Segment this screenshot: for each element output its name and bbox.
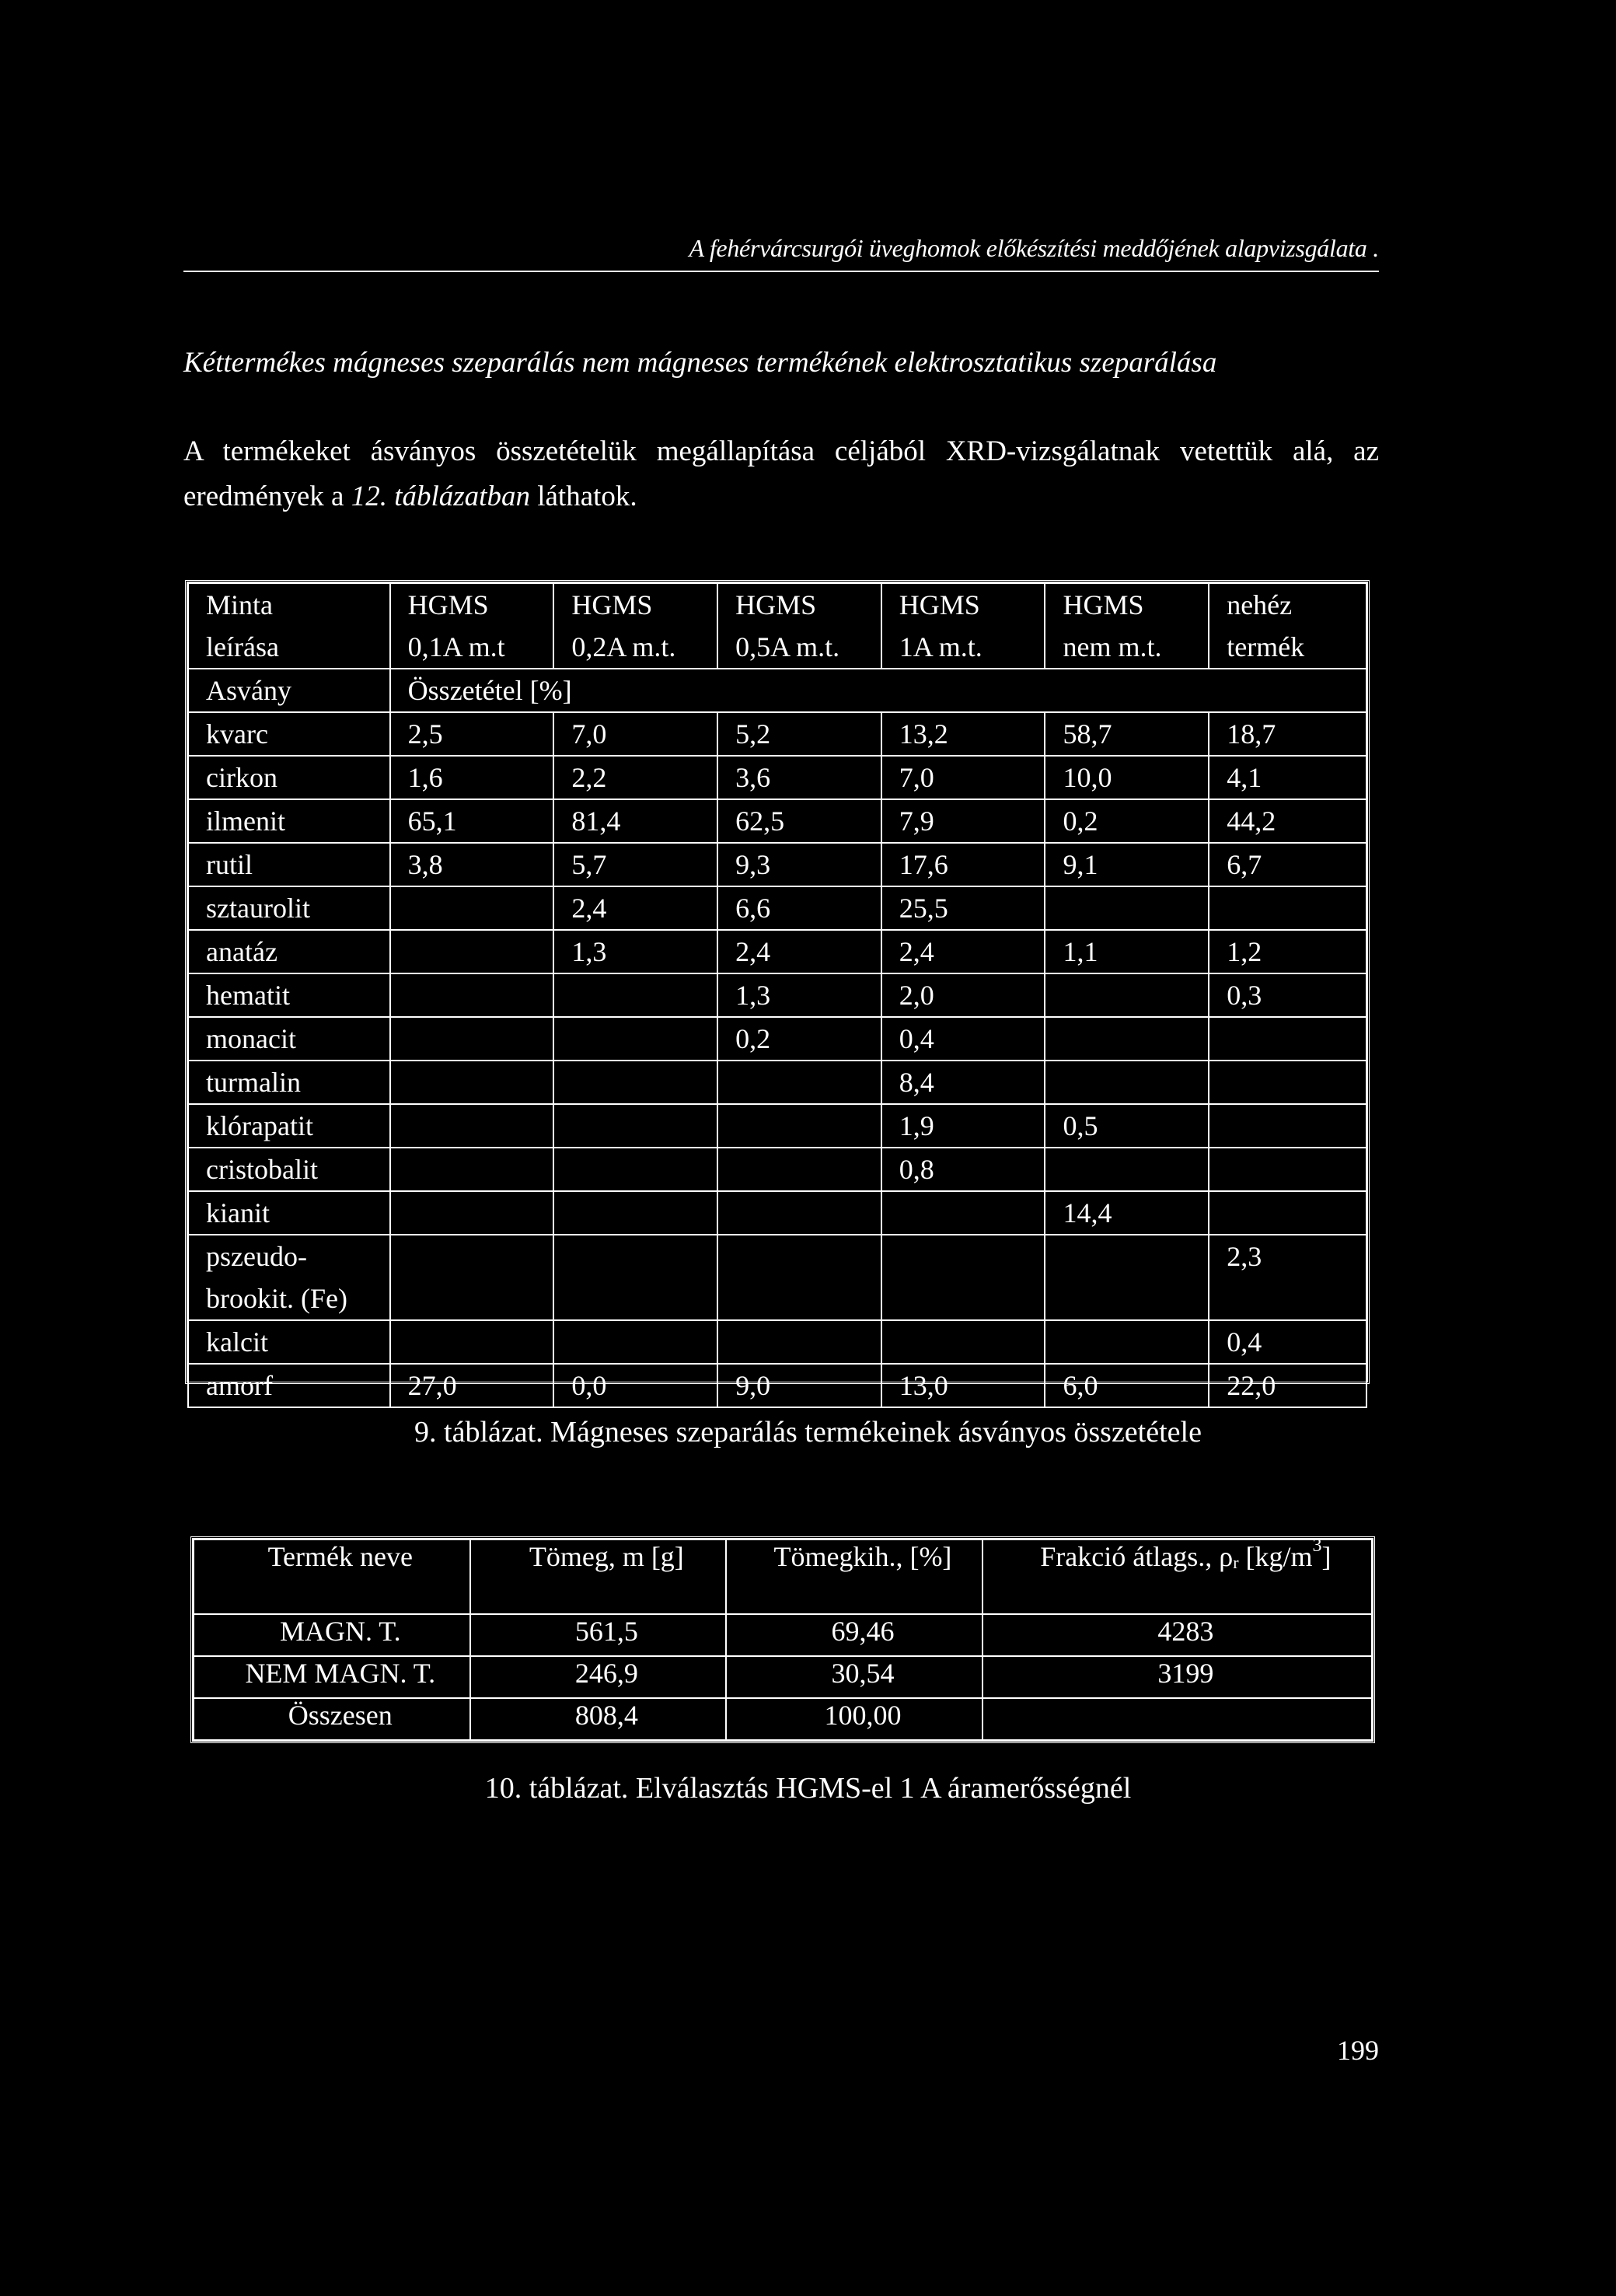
value-cell: 9,0 (717, 1364, 881, 1407)
table9-caption (0, 1415, 1616, 1449)
table9-subheader-row (188, 669, 1366, 712)
mineral-name-cell: monacit (188, 1017, 390, 1061)
table-row (194, 1656, 1372, 1698)
table10-header-cell: Tömeg, m [g] (470, 1539, 727, 1614)
page-number: 199 (1337, 2035, 1379, 2066)
value-cell (881, 1320, 1045, 1364)
value-cell: 62,5 (717, 799, 881, 843)
density-unit-close: ] (1321, 1541, 1332, 1572)
value-cell (1209, 886, 1366, 930)
value-cell (1045, 973, 1209, 1017)
value-cell (553, 1191, 717, 1235)
mineral-name-cell: cirkon (188, 756, 390, 799)
mineral-name-cell: cristobalit (188, 1148, 390, 1191)
mineral-name-cell: pszeudo- brookit. (Fe) (188, 1235, 390, 1320)
table10-header-cell: Termék neve (194, 1539, 470, 1614)
body-paragraph (183, 429, 1379, 519)
density-label: Frakció átlags., ρ (1040, 1541, 1234, 1572)
table-row (188, 1364, 1366, 1407)
product-name-cell: Összesen (194, 1698, 470, 1740)
value-cell (553, 1235, 717, 1320)
value-cell (390, 1320, 554, 1364)
table-row (188, 1148, 1366, 1191)
value-cell: 18,7 (1209, 712, 1366, 756)
value-cell (1209, 1017, 1366, 1061)
value-cell (553, 1017, 717, 1061)
value-cell (1209, 1191, 1366, 1235)
table10-header-row (194, 1539, 1372, 1614)
value-cell (553, 973, 717, 1017)
value-cell: 14,4 (1045, 1191, 1209, 1235)
table-row (188, 756, 1366, 799)
mineral-name-cell: turmalin (188, 1061, 390, 1104)
table9-header-row (188, 583, 1366, 669)
value-cell: 3,8 (390, 843, 554, 886)
value-cell (390, 1104, 554, 1148)
value-cell: 1,3 (553, 930, 717, 973)
mineral-name-cell: ilmenit (188, 799, 390, 843)
value-cell: 4283 (983, 1614, 1372, 1656)
value-cell: 30,54 (726, 1656, 983, 1698)
table9-header-cell: nehéz termék (1209, 583, 1366, 669)
value-cell (717, 1061, 881, 1104)
value-cell: 58,7 (1045, 712, 1209, 756)
value-cell: 27,0 (390, 1364, 554, 1407)
value-cell: 2,2 (553, 756, 717, 799)
value-cell (553, 1320, 717, 1364)
table-row (188, 1061, 1366, 1104)
value-cell (881, 1191, 1045, 1235)
value-cell (553, 1061, 717, 1104)
value-cell: 561,5 (470, 1614, 727, 1656)
value-cell (390, 973, 554, 1017)
table-row (188, 1104, 1366, 1148)
value-cell: 2,5 (390, 712, 554, 756)
value-cell: 1,1 (1045, 930, 1209, 973)
value-cell: 2,4 (717, 930, 881, 973)
value-cell: 6,7 (1209, 843, 1366, 886)
table10-caption (0, 1771, 1616, 1805)
mineral-name-cell: amorf (188, 1364, 390, 1407)
value-cell (390, 1017, 554, 1061)
density-superscript: 3 (1312, 1536, 1322, 1556)
table10-header-cell-density (983, 1536, 1372, 1614)
mineral-composition-table (185, 580, 1370, 1401)
value-cell (390, 886, 554, 930)
table10-header-cell: Tömegkih., [%] (726, 1539, 983, 1614)
value-cell (390, 1148, 554, 1191)
value-cell: 3,6 (717, 756, 881, 799)
value-cell: 1,6 (390, 756, 554, 799)
mineral-name-cell: anatáz (188, 930, 390, 973)
density-subscript: r (1233, 1553, 1239, 1572)
value-cell: 0,4 (1209, 1320, 1366, 1364)
value-cell: 69,46 (726, 1614, 983, 1656)
value-cell (717, 1191, 881, 1235)
value-cell: 7,0 (881, 756, 1045, 799)
mineral-name-cell: rutil (188, 843, 390, 886)
mineral-name-cell: kianit (188, 1191, 390, 1235)
value-cell: 10,0 (1045, 756, 1209, 799)
value-cell (553, 1104, 717, 1148)
value-cell (1045, 1061, 1209, 1104)
value-cell: 9,1 (1045, 843, 1209, 886)
value-cell: 1,2 (1209, 930, 1366, 973)
value-cell (1045, 1320, 1209, 1364)
value-cell: 17,6 (881, 843, 1045, 886)
density-unit: [kg/m (1238, 1541, 1313, 1572)
table9-header-cell: HGMS 0,5A m.t. (717, 583, 881, 669)
table9-header-cell: HGMS nem m.t. (1045, 583, 1209, 669)
table-reference: 12. táblázatban (351, 481, 530, 512)
value-cell: 22,0 (1209, 1364, 1366, 1407)
value-cell: 0,0 (553, 1364, 717, 1407)
table9-caption-text: 9. táblázat. Mágneses szeparálás termékeinek ásványos összetétele (414, 1416, 1202, 1449)
value-cell (553, 1148, 717, 1191)
value-cell: 9,3 (717, 843, 881, 886)
value-cell: 8,4 (881, 1061, 1045, 1104)
composition-label: Összetétel [%] (390, 669, 1366, 712)
paragraph-text-before: A termékeket ásványos összetételük megállapítása céljából XRD-vizsgálatnak vetettük alá, az eredmények a (183, 435, 1379, 512)
value-cell (1045, 1235, 1209, 1320)
value-cell: 1,3 (717, 973, 881, 1017)
value-cell (1209, 1061, 1366, 1104)
mineral-name-cell: sztaurolit (188, 886, 390, 930)
value-cell (390, 930, 554, 973)
value-cell: 3199 (983, 1656, 1372, 1698)
value-cell: 7,9 (881, 799, 1045, 843)
value-cell: 0,2 (1045, 799, 1209, 843)
value-cell (1045, 1148, 1209, 1191)
value-cell: 65,1 (390, 799, 554, 843)
product-name-cell: MAGN. T. (194, 1614, 470, 1656)
value-cell (390, 1061, 554, 1104)
table9-header-cell: HGMS 0,2A m.t. (553, 583, 717, 669)
table9-header-cell: Minta leírása (188, 583, 390, 669)
table-row (194, 1698, 1372, 1740)
value-cell: 2,0 (881, 973, 1045, 1017)
value-cell: 0,2 (717, 1017, 881, 1061)
value-cell: 100,00 (726, 1698, 983, 1740)
value-cell (1209, 1104, 1366, 1148)
value-cell (881, 1235, 1045, 1320)
value-cell (717, 1104, 881, 1148)
value-cell (390, 1191, 554, 1235)
value-cell (1209, 1148, 1366, 1191)
value-cell (390, 1235, 554, 1320)
table9-header-cell: HGMS 1A m.t. (881, 583, 1045, 669)
value-cell (717, 1148, 881, 1191)
value-cell: 25,5 (881, 886, 1045, 930)
value-cell: 4,1 (1209, 756, 1366, 799)
mineral-column-label: Asvány (188, 669, 390, 712)
separation-table (190, 1536, 1375, 1743)
table-row (188, 1191, 1366, 1235)
mineral-name-cell: klórapatit (188, 1104, 390, 1148)
table-row (188, 886, 1366, 930)
mineral-composition-grid (187, 582, 1367, 1408)
mineral-name-cell: hematit (188, 973, 390, 1017)
table-row (188, 1235, 1366, 1320)
value-cell: 0,5 (1045, 1104, 1209, 1148)
paragraph-text-after: láthatok. (529, 481, 637, 512)
table-row (188, 1017, 1366, 1061)
value-cell: 13,2 (881, 712, 1045, 756)
table10-caption-text: 10. táblázat. Elválasztás HGMS-el 1 A áramerősségnél (484, 1772, 1132, 1805)
value-cell: 6,0 (1045, 1364, 1209, 1407)
running-title: A fehérvárcsurgói üveghomok előkészítési meddőjének alapvizsgálata . (689, 234, 1379, 262)
table-row (194, 1614, 1372, 1656)
value-cell: 2,4 (553, 886, 717, 930)
table-row (188, 712, 1366, 756)
value-cell: 5,7 (553, 843, 717, 886)
mineral-name-cell: kalcit (188, 1320, 390, 1364)
value-cell: 7,0 (553, 712, 717, 756)
value-cell: 0,3 (1209, 973, 1366, 1017)
value-cell (717, 1235, 881, 1320)
value-cell: 6,6 (717, 886, 881, 930)
table-row (188, 799, 1366, 843)
section-title: Kéttermékes mágneses szeparálás nem mágneses termékének elektrosztatikus szeparálása (183, 347, 1217, 379)
value-cell: 808,4 (470, 1698, 727, 1740)
value-cell (717, 1320, 881, 1364)
value-cell: 0,8 (881, 1148, 1045, 1191)
separation-grid (193, 1536, 1373, 1741)
mineral-name-cell: kvarc (188, 712, 390, 756)
table-row (188, 973, 1366, 1017)
value-cell (1045, 886, 1209, 930)
table-row (188, 843, 1366, 886)
value-cell: 44,2 (1209, 799, 1366, 843)
value-cell (983, 1698, 1372, 1740)
running-header (183, 2, 1379, 272)
value-cell: 1,9 (881, 1104, 1045, 1148)
value-cell: 13,0 (881, 1364, 1045, 1407)
value-cell: 5,2 (717, 712, 881, 756)
value-cell: 0,4 (881, 1017, 1045, 1061)
table-row (188, 1320, 1366, 1364)
value-cell: 246,9 (470, 1656, 727, 1698)
value-cell: 2,3 (1209, 1235, 1366, 1320)
product-name-cell: NEM MAGN. T. (194, 1656, 470, 1698)
value-cell (1045, 1017, 1209, 1061)
table9-header-cell: HGMS 0,1A m.t (390, 583, 554, 669)
value-cell: 81,4 (553, 799, 717, 843)
table-row (188, 930, 1366, 973)
value-cell: 2,4 (881, 930, 1045, 973)
